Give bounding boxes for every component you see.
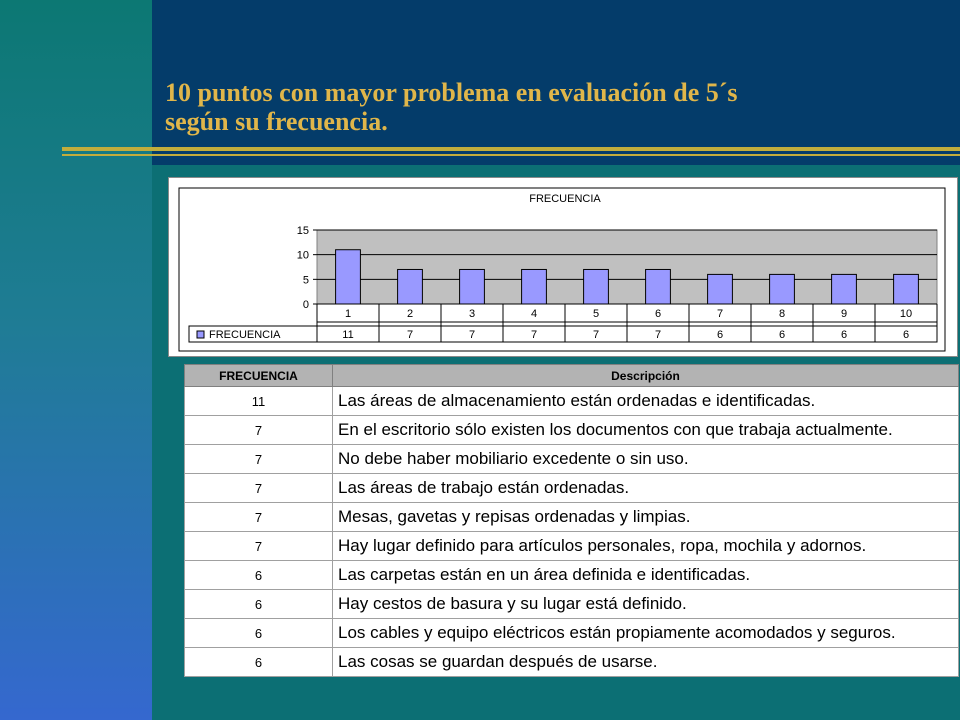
legend-key: [197, 331, 204, 338]
y-tick-label: 5: [302, 274, 309, 287]
category-label: 4: [530, 308, 538, 320]
category-label: 10: [899, 308, 913, 320]
chart-title: FRECUENCIA: [529, 193, 601, 205]
row-description: Las áreas de almacenamiento están ordenadas e identificadas.: [333, 387, 959, 416]
data-label: 7: [468, 329, 476, 341]
data-label: 11: [342, 329, 354, 341]
header-descripcion: Descripción: [333, 365, 959, 387]
category-label: 3: [468, 308, 476, 320]
y-tick-label: 0: [302, 299, 309, 311]
row-frequency: 7: [185, 416, 333, 445]
row-description: Hay lugar definido para artículos personales, ropa, mochila y adornos.: [333, 532, 959, 561]
row-description: Mesas, gavetas y repisas ordenadas y limpias.: [333, 503, 959, 532]
slide-title: [165, 78, 925, 136]
table-row: [185, 416, 959, 445]
table-row: [185, 590, 959, 619]
data-label: 7: [530, 329, 538, 341]
row-description: Las áreas de trabajo están ordenadas.: [333, 474, 959, 503]
y-tick-label: 10: [296, 249, 309, 262]
category-label: 6: [654, 308, 662, 320]
table-row: [185, 387, 959, 416]
row-description: Los cables y equipo eléctricos están propiamente acomodados y seguros.: [333, 619, 959, 648]
title-rule-thick: [62, 147, 960, 151]
category-label: 5: [592, 308, 600, 320]
row-description: En el escritorio sólo existen los documentos con que trabaja actualmente.: [333, 416, 959, 445]
bar: [646, 269, 671, 304]
table-row: [185, 561, 959, 590]
header-frecuencia: FRECUENCIA: [185, 365, 333, 387]
table-row: [185, 503, 959, 532]
bar: [894, 274, 919, 304]
bar: [584, 269, 609, 304]
bar: [708, 274, 733, 304]
slide-title-line1: 10 puntos con mayor problema en evaluación de 5´s: [165, 78, 738, 107]
row-frequency: 7: [185, 474, 333, 503]
title-rule-thin: [62, 154, 960, 156]
row-frequency: 7: [185, 532, 333, 561]
data-label: 6: [778, 329, 786, 341]
bar: [336, 250, 361, 304]
bar: [398, 269, 423, 304]
bar: [770, 274, 795, 304]
category-label: 7: [716, 308, 724, 320]
category-label: 9: [840, 308, 848, 320]
bar: [832, 274, 857, 304]
row-frequency: 6: [185, 619, 333, 648]
table-row: [185, 619, 959, 648]
row-description: Las carpetas están en un área definida e identificadas.: [333, 561, 959, 590]
row-frequency: 7: [185, 503, 333, 532]
frequency-chart-svg: [169, 178, 959, 358]
table-row: [185, 474, 959, 503]
data-label: 6: [716, 329, 724, 341]
category-label: 2: [406, 308, 414, 320]
table-row: [185, 445, 959, 474]
y-tick-label: 15: [296, 225, 309, 237]
data-label: 7: [406, 329, 414, 341]
bar: [522, 269, 547, 304]
table-header-row: [185, 365, 959, 387]
row-frequency: 11: [185, 387, 333, 416]
row-description: No debe haber mobiliario excedente o sin uso.: [333, 445, 959, 474]
bar: [460, 269, 485, 304]
frequency-chart: [168, 177, 958, 357]
row-description: Las cosas se guardan después de usarse.: [333, 648, 959, 677]
row-frequency: 6: [185, 648, 333, 677]
description-table: [184, 364, 959, 677]
category-label: 1: [344, 308, 352, 320]
table-row: [185, 532, 959, 561]
slide-title-line2: según su frecuencia.: [165, 107, 388, 136]
category-label: 8: [778, 308, 786, 320]
legend-label: FRECUENCIA: [209, 329, 281, 341]
data-label: 7: [592, 329, 600, 341]
row-frequency: 7: [185, 445, 333, 474]
row-description: Hay cestos de basura y su lugar está definido.: [333, 590, 959, 619]
data-label: 6: [902, 329, 910, 341]
data-label: 6: [840, 329, 848, 341]
row-frequency: 6: [185, 590, 333, 619]
table-row: [185, 648, 959, 677]
side-band: [0, 0, 152, 720]
data-label: 7: [654, 329, 662, 341]
row-frequency: 6: [185, 561, 333, 590]
